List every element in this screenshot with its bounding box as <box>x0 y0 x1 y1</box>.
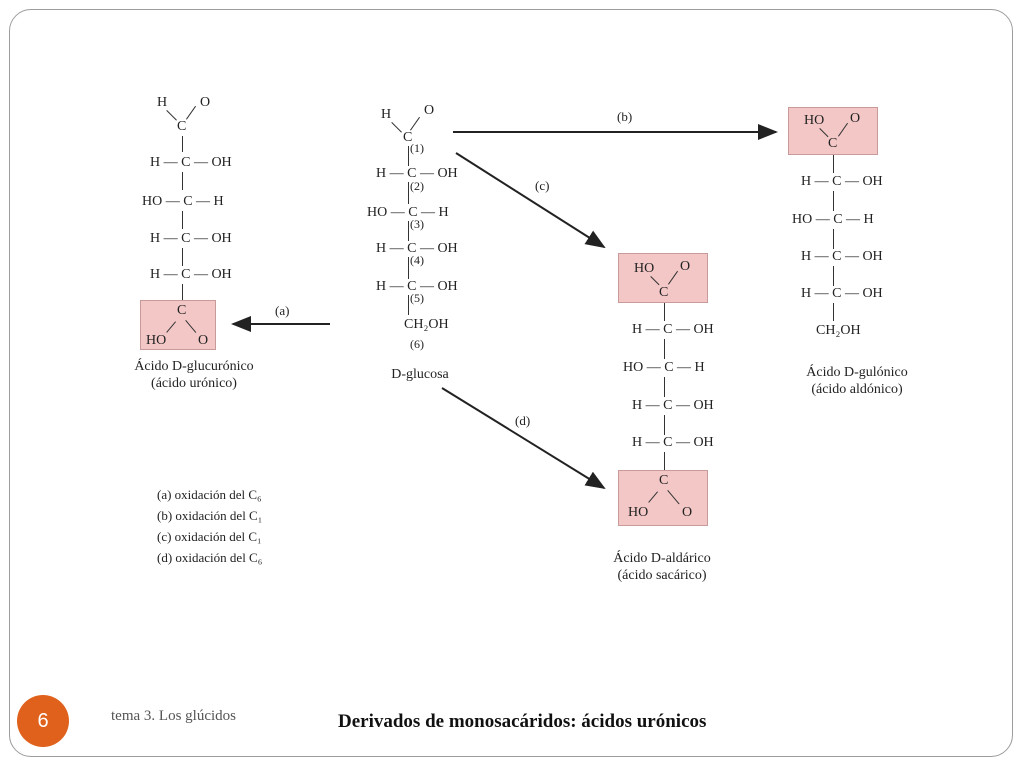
glucose-vbond <box>408 146 409 166</box>
glucuronic-vbond <box>182 211 183 229</box>
aldaric-row4: H — C — OH <box>632 435 714 450</box>
label-reaction-d: (d) <box>515 413 531 428</box>
reaction-legend <box>157 484 262 568</box>
glucuronic-o: O <box>200 95 211 110</box>
glucose-c1: C <box>403 130 413 145</box>
aldaric-row1: H — C — OH <box>632 322 714 337</box>
gulonic-c1: C <box>828 136 838 151</box>
gulonic-vbond <box>833 155 834 173</box>
aldaric-row2: HO — C — H <box>623 360 705 375</box>
gulonic-row2: HO — C — H <box>792 212 874 227</box>
gulonic-vbond <box>833 303 834 321</box>
aldaric-vbond <box>664 415 665 435</box>
glucose-row1: H — C — OH <box>376 166 458 181</box>
aldaric-caption <box>600 550 724 584</box>
glucuronic-o6: O <box>198 333 209 348</box>
legend-item-c: (c) oxidación del C₁ <box>157 529 262 544</box>
gulonic-vbond <box>833 229 834 249</box>
glucose-h: H <box>381 107 392 122</box>
glucose-o: O <box>424 103 435 118</box>
aldaric-name: Ácido D-aldárico <box>613 551 711 566</box>
aldaric-vbond <box>664 303 665 321</box>
legend-item-b: (b) oxidación del C₁ <box>157 508 263 523</box>
aldaric-vbond <box>664 339 665 359</box>
glucuronic-caption <box>126 358 262 392</box>
gulonic-subname: (ácido aldónico) <box>811 382 903 397</box>
aldaric-o: O <box>680 259 691 274</box>
glucuronic-ho: HO <box>146 333 167 348</box>
glucose-vbond <box>408 221 409 241</box>
glucose-n5: (5) <box>410 291 424 305</box>
aldaric-o6: O <box>682 505 693 520</box>
aldaric-vbond <box>664 377 665 397</box>
glucuronic-vbond <box>182 136 183 152</box>
aldaric-c1: C <box>659 285 669 300</box>
glucuronic-row1: H — C — OH <box>150 155 232 170</box>
glucuronic-row2: HO — C — H <box>142 194 224 209</box>
glucuronic-vbond <box>182 172 183 190</box>
glucuronic-name: Ácido D-glucurónico <box>134 359 254 374</box>
glucose-row5: H — C — OH <box>376 279 458 294</box>
gulonic-row1: H — C — OH <box>801 174 883 189</box>
gulonic-row4: H — C — OH <box>801 286 883 301</box>
label-reaction-c: (c) <box>535 178 550 193</box>
glucuronic-row4: H — C — OH <box>150 267 232 282</box>
arrow-c <box>456 153 604 247</box>
footer-section-label: tema 3. Los glúcidos <box>111 708 236 724</box>
legend-item-a: (a) oxidación del C₆ <box>157 487 262 502</box>
label-reaction-b: (b) <box>617 109 633 124</box>
aldaric-c6: C <box>659 473 669 488</box>
legend-item-d: (d) oxidación del C₆ <box>157 550 263 565</box>
glucose-vbond <box>408 182 409 204</box>
gulonic-ch2oh: CH₂OH <box>816 323 861 338</box>
glucuronic-c6: C <box>177 303 187 318</box>
glucose-n1: (1) <box>410 141 424 155</box>
aldaric-vbond <box>664 452 665 470</box>
gulonic-caption <box>790 364 924 398</box>
page-number-badge: 6 <box>17 695 69 747</box>
arrow-d <box>442 388 604 488</box>
glucose-row4: H — C — OH <box>376 241 458 256</box>
label-reaction-a: (a) <box>275 303 290 318</box>
glucose-n2: (2) <box>410 179 424 193</box>
glucuronic-h: H <box>157 95 168 110</box>
glucose-row3: HO — C — H <box>367 205 449 220</box>
glucuronic-c1: C <box>177 119 187 134</box>
gulonic-o: O <box>850 111 861 126</box>
glucuronic-vbond <box>182 284 183 300</box>
aldaric-ho6: HO <box>628 505 649 520</box>
glucuronic-row3: H — C — OH <box>150 231 232 246</box>
glucose-vbond <box>408 295 409 315</box>
gulonic-vbond <box>833 191 834 211</box>
gulonic-ho: HO <box>804 113 825 128</box>
glucuronic-subname: (ácido urónico) <box>151 376 237 391</box>
glucose-caption: D-glucosa <box>391 367 449 382</box>
glucose-ch2oh: CH₂OH <box>404 317 449 332</box>
glucose-n4: (4) <box>410 253 424 267</box>
gulonic-name: Ácido D-gulónico <box>806 365 908 380</box>
glucose-n3: (3) <box>410 217 424 231</box>
gulonic-row3: H — C — OH <box>801 249 883 264</box>
aldaric-ho: HO <box>634 261 655 276</box>
aldaric-subname: (ácido sacárico) <box>617 568 707 583</box>
glucose-vbond <box>408 257 409 279</box>
glucuronic-vbond <box>182 248 183 266</box>
gulonic-vbond <box>833 266 834 286</box>
slide-title: Derivados de monosacáridos: ácidos urónicos <box>338 711 707 732</box>
glucose-n6: (6) <box>410 337 424 351</box>
aldaric-row3: H — C — OH <box>632 398 714 413</box>
